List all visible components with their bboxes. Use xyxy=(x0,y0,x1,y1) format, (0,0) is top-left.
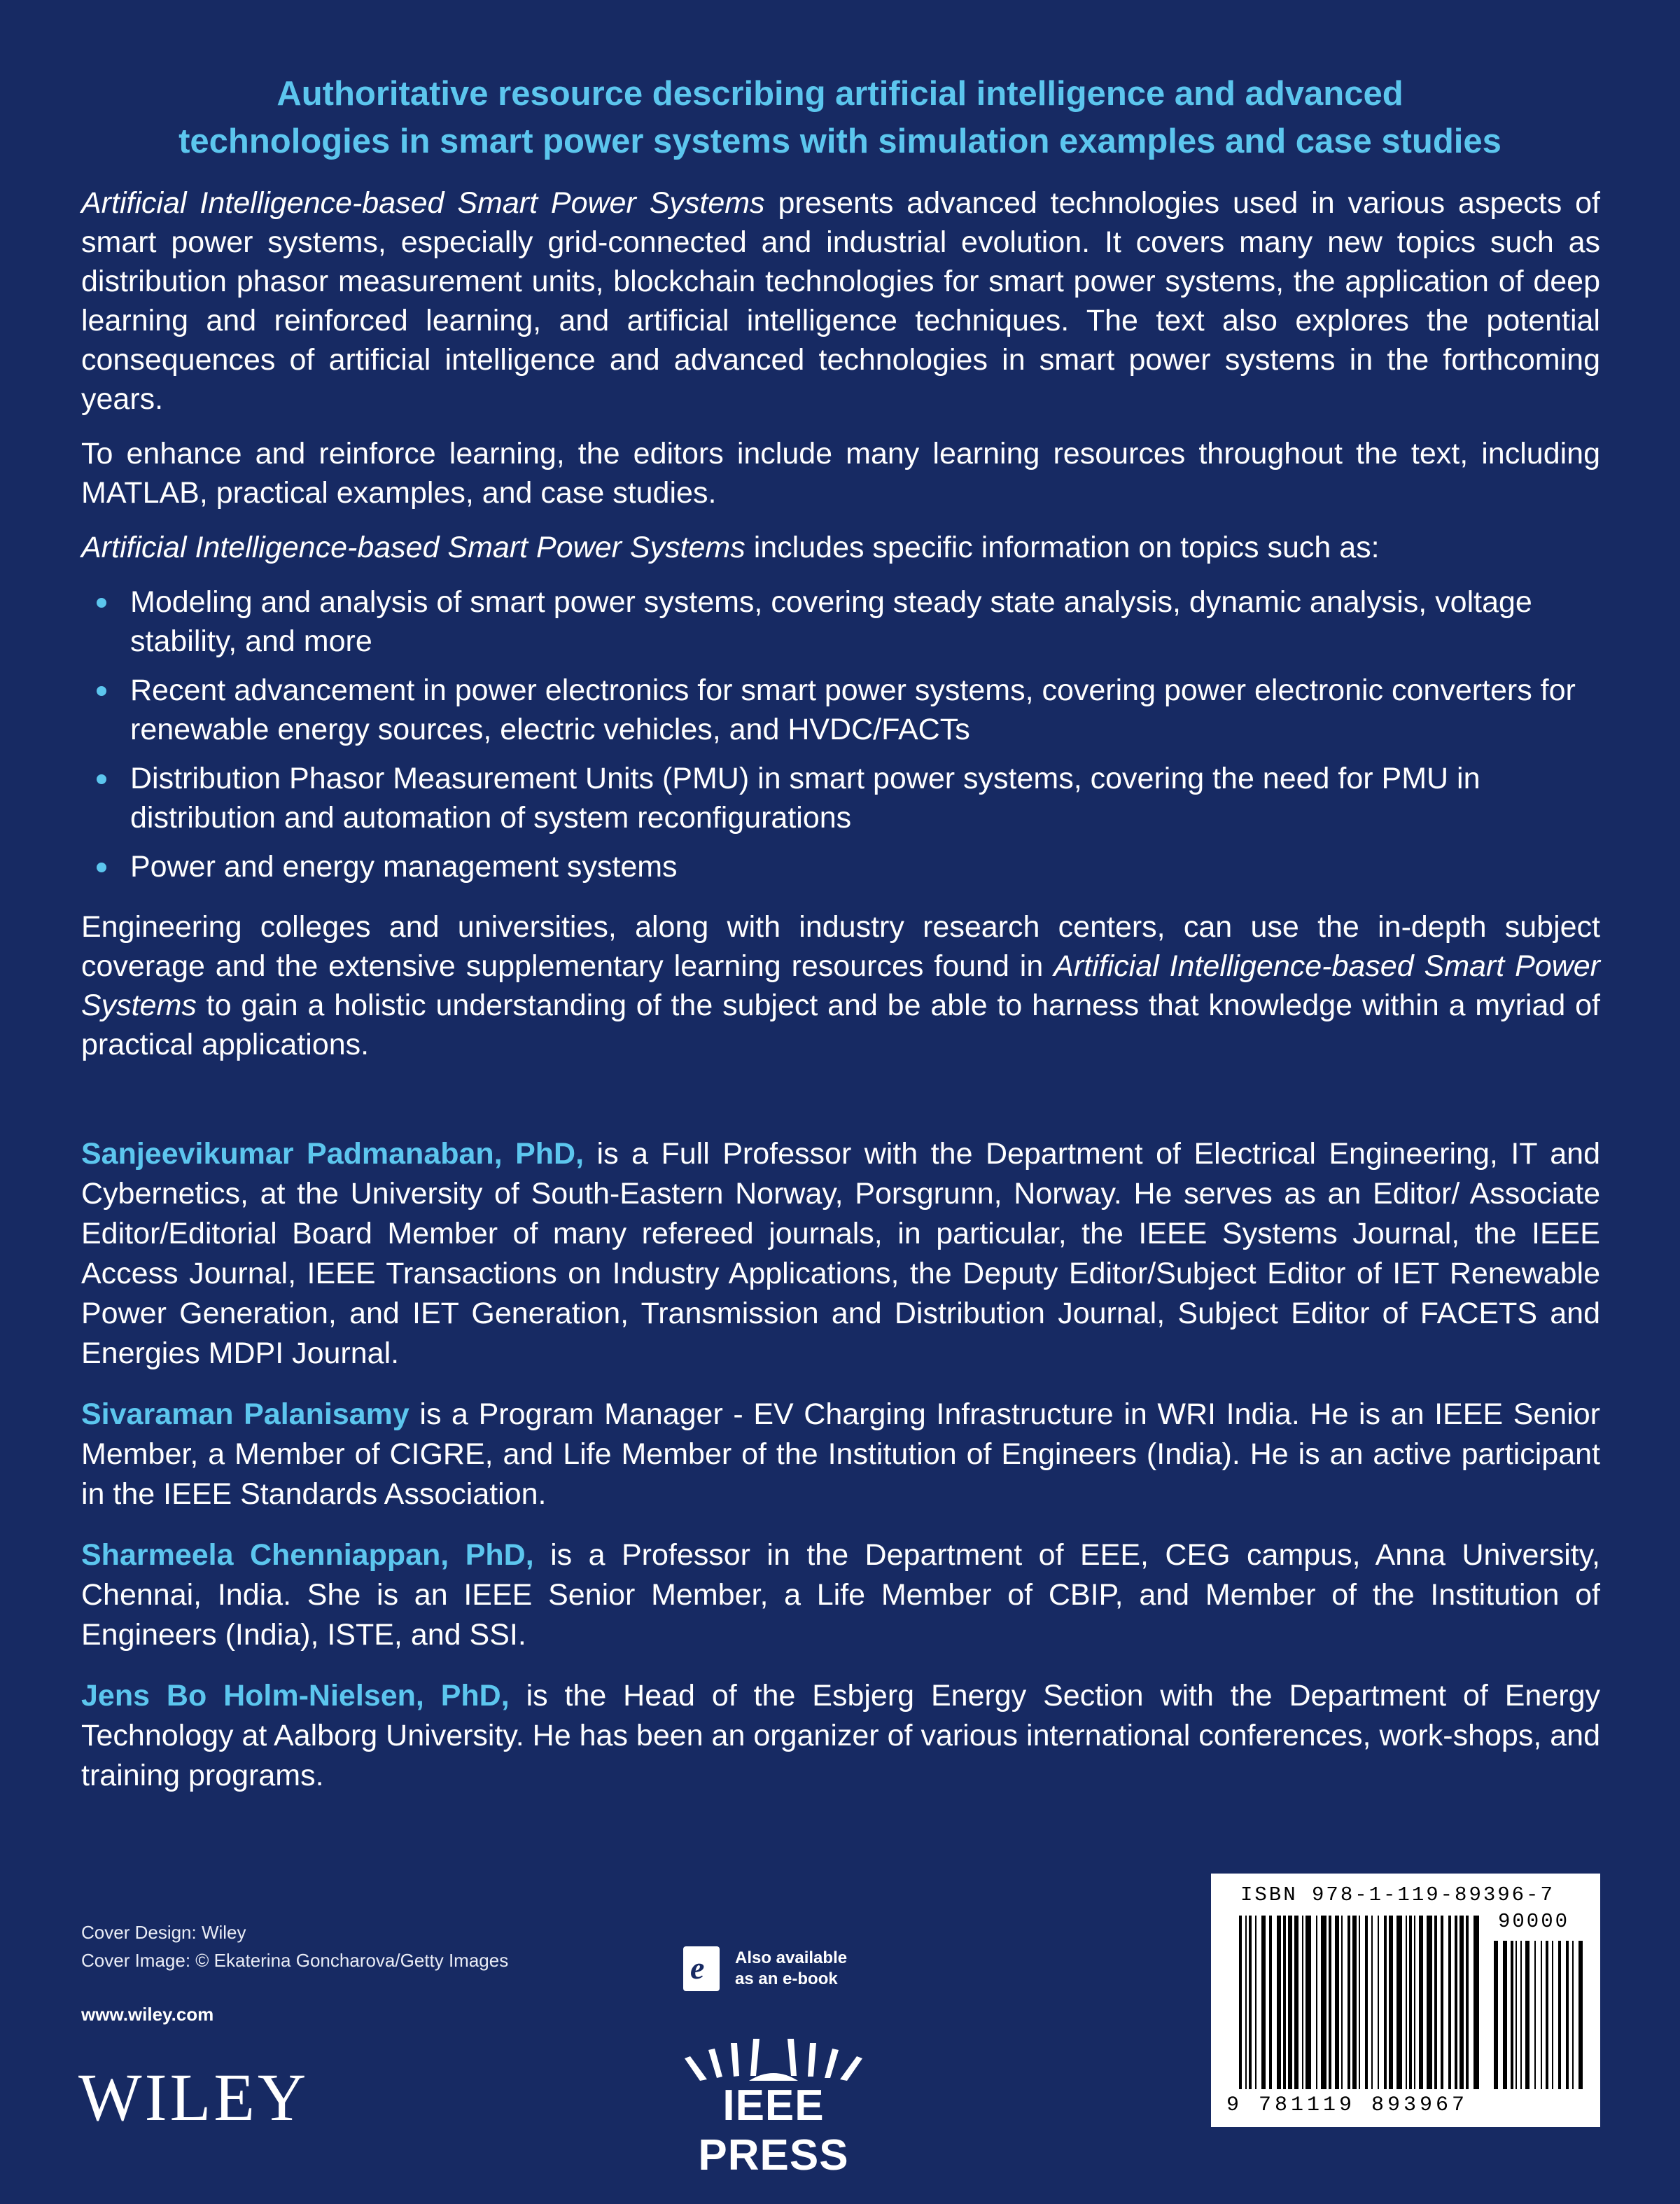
price-addon-number: 90000 xyxy=(1498,1910,1570,1933)
list-item xyxy=(81,759,1600,837)
ebook-icon xyxy=(683,1946,720,1991)
audience-paragraph xyxy=(81,907,1600,1064)
ebook-line-1: Also available xyxy=(735,1948,848,1967)
ieee-press-wordmark: IEEE PRESS xyxy=(698,2081,849,2179)
book-title: Artificial Intelligence-based Smart Power Systems xyxy=(81,949,1601,1022)
bullet-icon xyxy=(97,774,106,784)
bio-paragraph xyxy=(81,1395,1600,1514)
bio-text: is a Professor in the Department of EEE, CEG campus, Anna University, Chennai, India. She is an IEEE Senior Member, a Life Member of CBIP, and Member of the Institution of Engineers (India), ISTE, and SSI. xyxy=(81,1538,1600,1652)
list-item-text: Distribution Phasor Measurement Units (PMU) in smart power systems, covering the need for PMU in distribution and automation of system reconfigurations xyxy=(130,762,1480,835)
book-title: Artificial Intelligence-based Smart Power Systems xyxy=(81,531,746,564)
editor-name: Sanjeevikumar Padmanaban, PhD, xyxy=(81,1137,584,1171)
headline-line-2: technologies in smart power systems with simulation examples and case studies xyxy=(178,123,1502,160)
book-title: Artificial Intelligence-based Smart Power Systems xyxy=(81,186,765,220)
cover-design-credit: Cover Design: Wiley xyxy=(81,1922,246,1943)
list-item xyxy=(81,847,1600,886)
ebook-notice xyxy=(683,1946,847,1991)
isbn-number: ISBN 978-1-119-89396-7 xyxy=(1240,1883,1555,1906)
bio-text: is a Full Professor with the Department of Electrical Engineering, IT and Cybernetics, at the University of South-Eastern Norway, Porsgrunn, Norway. He serves as an Editor/ Associate Editor/Editorial Board Member of many refereed journals, in particular, the IEEE Systems Journal, the IEEE Access Journal, IEEE Transactions on Industry Applications, the Deputy Editor/Subject Editor of IET Renewable Power Generation, and IET Generation, Transmission and Distribution Journal, Subject Editor of FACETS and Energies MDPI Journal. xyxy=(81,1137,1600,1370)
bullet-icon xyxy=(97,686,106,696)
intro-text: presents advanced technologies used in various aspects of smart power systems, especially grid-connected and industrial evolution. It covers many new topics such as distribution phasor measurement units, blockchain technologies for smart power systems, the application of deep learning and reinforced learning, and artificial intelligence techniques. The text also explores the potential consequences of artificial intelligence and advanced technologies in smart power systems in the forthcoming years. xyxy=(81,186,1600,416)
bullet-icon xyxy=(97,863,106,872)
headline-line-1: Authoritative resource describing artificial intelligence and advanced xyxy=(276,75,1404,113)
ebook-icon-letter: e xyxy=(690,1950,705,1986)
ieee-rays-icon xyxy=(644,2037,903,2086)
wiley-logo: WILEY xyxy=(78,2060,309,2135)
editor-name: Sharmeela Chenniappan, PhD, xyxy=(81,1538,534,1572)
headline xyxy=(63,70,1617,165)
cover-image-credit: Cover Image: © Ekaterina Goncharova/Getty Images xyxy=(81,1950,509,1971)
barcode-bars xyxy=(1211,1874,1600,2127)
bio-paragraph xyxy=(81,1676,1600,1796)
editor-bios xyxy=(81,1134,1600,1817)
barcode-digits: 9 781119 893967 xyxy=(1226,2093,1469,2117)
list-item-text: Modeling and analysis of smart power systems, covering steady state analysis, dynamic analysis, voltage stability, and more xyxy=(130,585,1532,658)
description xyxy=(81,183,1600,1080)
list-item-text: Recent advancement in power electronics for smart power systems, covering power electronic converters for renewable energy sources, electric vehicles, and HVDC/FACTs xyxy=(130,674,1576,746)
audience-text-after: to gain a holistic understanding of the subject and be able to harness that knowledge within a myriad of practical applications. xyxy=(81,989,1600,1061)
bio-text: is the Head of the Esbjerg Energy Section with the Department of Energy Technology at Aalborg University. He has been an organizer of various international conferences, work-shops, and training programs. xyxy=(81,1679,1600,1792)
ieee-press-logo xyxy=(644,2037,903,2179)
list-item xyxy=(81,671,1600,749)
ebook-text xyxy=(735,1948,847,1990)
topics-intro xyxy=(81,528,1600,567)
isbn-barcode xyxy=(1211,1874,1600,2127)
topics-list xyxy=(81,583,1600,886)
list-item-text: Power and energy management systems xyxy=(130,850,678,884)
editor-name: Jens Bo Holm-Nielsen, PhD, xyxy=(81,1679,510,1713)
cover-credits xyxy=(81,1918,508,1974)
ebook-line-2: as an e-book xyxy=(735,1969,838,1988)
intro-paragraph xyxy=(81,183,1600,419)
bio-paragraph xyxy=(81,1134,1600,1374)
list-item xyxy=(81,583,1600,661)
bullet-icon xyxy=(97,598,106,608)
audience-text-before: Engineering colleges and universities, along with industry research centers, can use the in-depth subject coverage and the extensive supplementary learning resources found in xyxy=(81,910,1600,983)
learning-paragraph: To enhance and reinforce learning, the editors include many learning resources throughout the text, including MATLAB, practical examples, and case studies. xyxy=(81,437,1600,510)
publisher-url[interactable]: www.wiley.com xyxy=(81,2004,214,2025)
editor-name: Sivaraman Palanisamy xyxy=(81,1397,410,1431)
topics-intro-text: includes specific information on topics such as: xyxy=(745,531,1380,564)
bio-text: is a Program Manager - EV Charging Infrastructure in WRI India. He is an IEEE Senior Member, a Member of CIGRE, and Life Member of the Institution of Engineers (India). He is an active participant in the IEEE Standards Association. xyxy=(81,1397,1600,1511)
bio-paragraph xyxy=(81,1535,1600,1655)
